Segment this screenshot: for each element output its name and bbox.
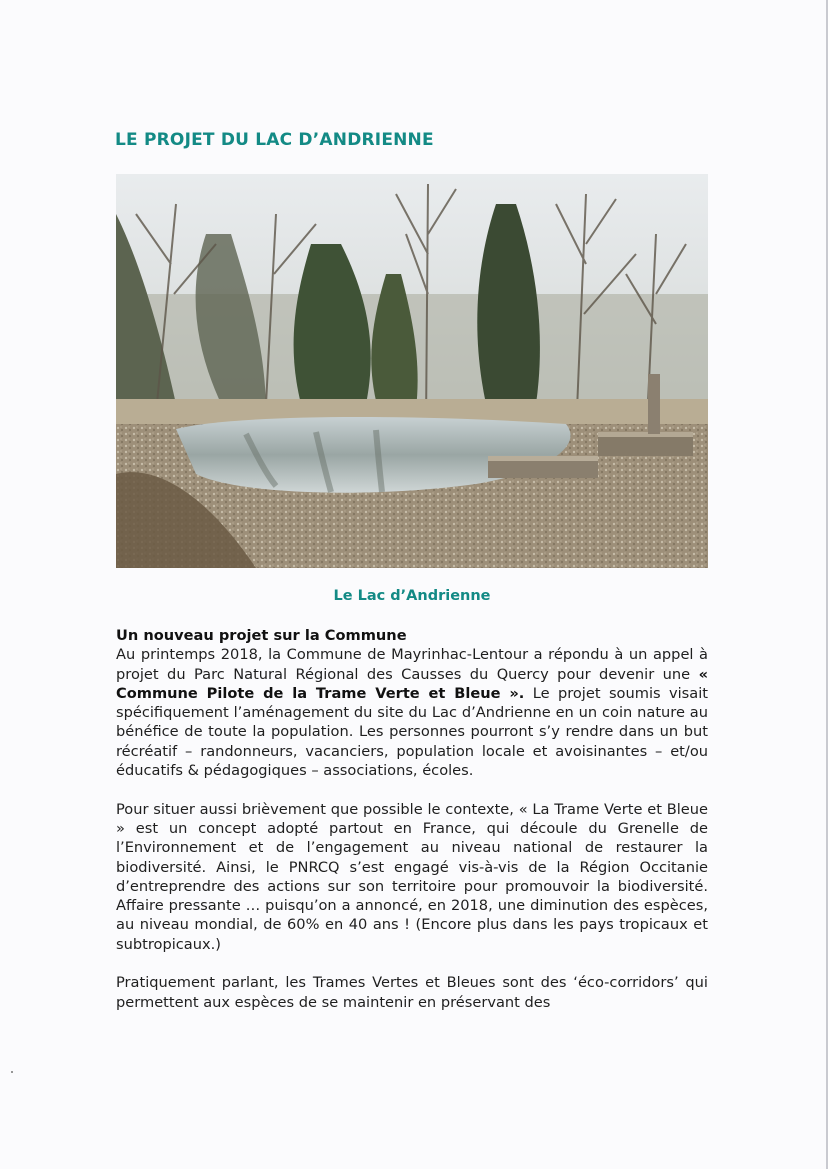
paragraph-3: Pratiquement parlant, les Trames Vertes et Bleues sont des ‘éco-corridors’ qui permettent aux espèces de se maintenir en préservant des [116, 974, 708, 1011]
scan-speck [11, 1071, 13, 1073]
lake-forest-photo [116, 174, 708, 568]
page-title: LE PROJET DU LAC D’ANDRIENNE [115, 130, 434, 150]
pilot-commune-highlight: « Commune Pilote de la Trame Verte et Bleue ». [116, 665, 708, 702]
paragraph-1: Au printemps 2018, la Commune de Mayrinhac-Lentour a répondu à un appel à projet du Parc Natural Régional des Causses du Quercy pour devenir une « Commune Pilote de la Trame Verte et Bleue ». Le projet soumis visait spécifiquement l’aménagement du site du Lac d’Andrienne en un coin nature au bénéfice de toute la population. Les personnes pourront s’y rendre dans un but récréatif – randonneurs, vacanciers, population locale et avoisinantes – et/ou éducatifs & pédagogiques – associations, écoles. [116, 646, 708, 780]
photo-caption: Le Lac d’Andrienne [333, 588, 491, 604]
section-heading: Un nouveau projet sur la Commune [116, 627, 407, 644]
paragraph-2: Pour situer aussi brièvement que possible le contexte, « La Trame Verte et Bleue » est un concept adopté partout en France, qui découle du Grenelle de l’Environnement et de l’engagement au niveau national de restaurer la biodiversité. Ainsi, le PNRCQ s’est engagé vis-à-vis de la Région Occitanie d’entreprendre des actions sur son territoire pour promouvoir la biodiversité. Affaire pressante … puisqu’on a annoncé, en 2018, une diminution des espèces, au niveau mondial, de 60% en 40 ans ! (Encore plus dans les pays tropicaux et subtropicaux.) [116, 800, 708, 953]
article-body [116, 626, 708, 1031]
